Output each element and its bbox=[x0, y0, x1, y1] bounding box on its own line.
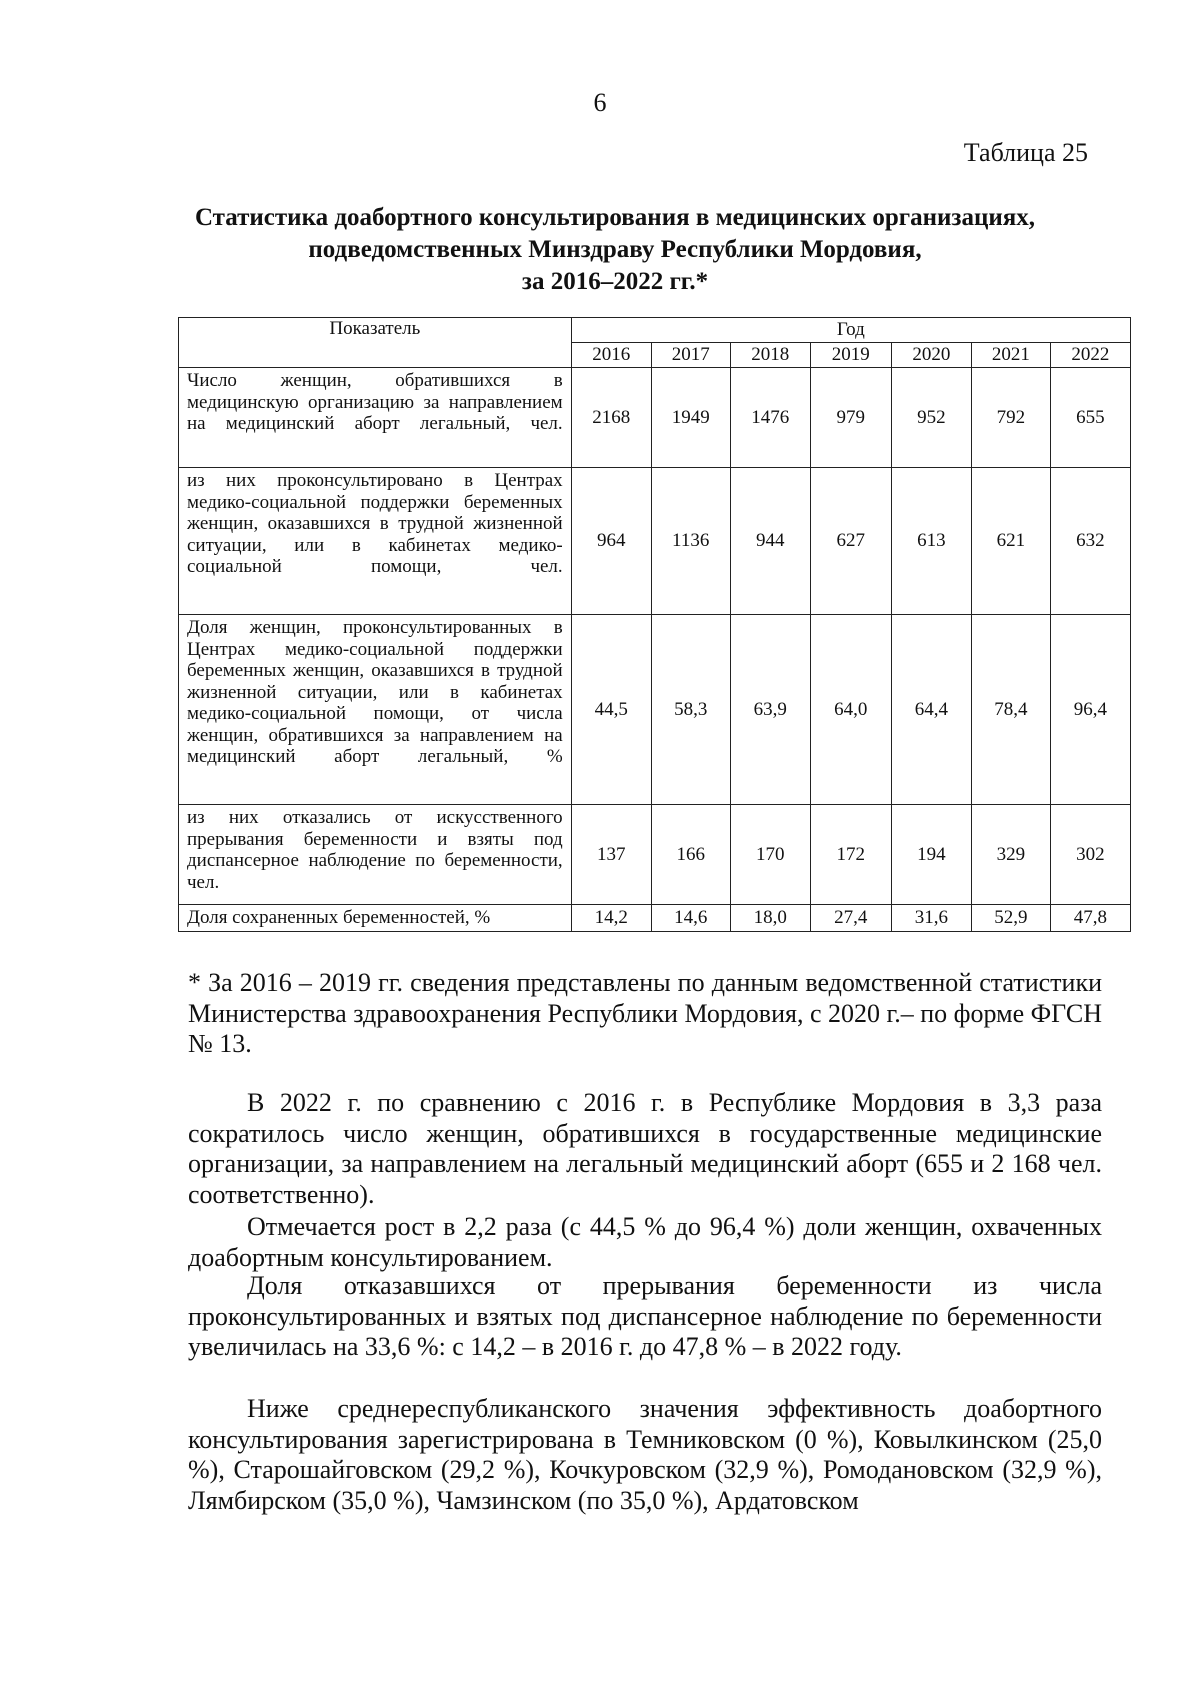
indicator-cell: Число женщин, обратившихся в медицинскую организацию за направлением на медицинский аборт легальный, чел. bbox=[179, 368, 572, 468]
year-header: 2018 bbox=[730, 343, 810, 368]
paragraph: Ниже среднереспубликанского значения эффективность доабортного консультирования зарегистрирована в Темниковском (0 %), Ковылкинском (25,0 %), Старошайговском (29,2 %), Кочкуровском (32,9 %), Ромодановском (32,9 %), Лямбирском (35,0 %), Чамзинском (по 35,0 %), Ардатовском bbox=[188, 1394, 1102, 1515]
value-cell: 96,4 bbox=[1050, 615, 1130, 805]
value-cell: 58,3 bbox=[651, 615, 730, 805]
value-cell: 302 bbox=[1050, 805, 1130, 905]
title-line: за 2016–2022 гг.* bbox=[521, 268, 709, 295]
value-cell: 14,6 bbox=[651, 905, 730, 932]
table-row bbox=[179, 805, 1131, 905]
value-cell: 14,2 bbox=[571, 905, 651, 932]
indicator-cell: из них отказались от искусственного прерывания беременности и взяты под диспансерное наблюдение по беременности, чел. bbox=[179, 805, 572, 905]
value-cell: 137 bbox=[571, 805, 651, 905]
value-cell: 792 bbox=[971, 368, 1050, 468]
year-header: 2020 bbox=[891, 343, 971, 368]
table-label: Таблица 25 bbox=[963, 138, 1088, 167]
value-cell: 627 bbox=[810, 468, 891, 615]
indicator-cell: Доля сохраненных беременностей, % bbox=[179, 905, 572, 932]
value-cell: 18,0 bbox=[730, 905, 810, 932]
footnote: * За 2016 – 2019 гг. сведения представлены по данным ведомственной статистики Министерства здравоохранения Республики Мордовия, с 2020 г.– по форме ФГСН № 13. bbox=[188, 968, 1102, 1058]
value-cell: 64,4 bbox=[891, 615, 971, 805]
indicator-cell: из них проконсультировано в Центрах медико-социальной поддержки беременных женщин, оказавшихся в трудной жизненной ситуации, или в кабинетах медико-социальной помощи, чел. bbox=[179, 468, 572, 615]
header-year: Год bbox=[571, 318, 1130, 343]
table-row bbox=[179, 905, 1131, 932]
indicator-cell: Доля женщин, проконсультированных в Центрах медико-социальной поддержки беременных женщин, оказавшихся в трудной жизненной ситуации, или в кабинетах медико-социальной помощи, от числа женщин, обратившихся за направлением на медицинский аборт легальный, % bbox=[179, 615, 572, 805]
year-header: 2019 bbox=[810, 343, 891, 368]
page-number: 6 bbox=[593, 88, 607, 117]
value-cell: 27,4 bbox=[810, 905, 891, 932]
value-cell: 329 bbox=[971, 805, 1050, 905]
value-cell: 1136 bbox=[651, 468, 730, 615]
value-cell: 944 bbox=[730, 468, 810, 615]
value-cell: 952 bbox=[891, 368, 971, 468]
year-header: 2022 bbox=[1050, 343, 1130, 368]
value-cell: 166 bbox=[651, 805, 730, 905]
header-indicator: Показатель bbox=[179, 318, 572, 368]
value-cell: 194 bbox=[891, 805, 971, 905]
value-cell: 1949 bbox=[651, 368, 730, 468]
value-cell: 979 bbox=[810, 368, 891, 468]
table-row bbox=[179, 615, 1131, 805]
value-cell: 1476 bbox=[730, 368, 810, 468]
value-cell: 632 bbox=[1050, 468, 1130, 615]
value-cell: 64,0 bbox=[810, 615, 891, 805]
table-row bbox=[179, 468, 1131, 615]
table-title bbox=[150, 202, 1080, 298]
year-header: 2016 bbox=[571, 343, 651, 368]
paragraph: В 2022 г. по сравнению с 2016 г. в Республике Мордовия в 3,3 раза сократилось число женщин, обратившихся в государственные медицинские организации, за направлением на легальный медицинский аборт (655 и 2 168 чел. соответственно). bbox=[188, 1088, 1102, 1209]
value-cell: 44,5 bbox=[571, 615, 651, 805]
value-cell: 172 bbox=[810, 805, 891, 905]
title-line: Статистика доабортного консультирования в медицинских организациях, bbox=[194, 204, 1036, 231]
year-header: 2021 bbox=[971, 343, 1050, 368]
value-cell: 63,9 bbox=[730, 615, 810, 805]
year-header: 2017 bbox=[651, 343, 730, 368]
paragraph: Доля отказавшихся от прерывания беременности из числа проконсультированных и взятых под диспансерное наблюдение по беременности увеличилась на 33,6 %: с 14,2 – в 2016 г. до 47,8 % – в 2022 году. bbox=[188, 1271, 1102, 1361]
statistics-table bbox=[178, 317, 1131, 932]
value-cell: 170 bbox=[730, 805, 810, 905]
value-cell: 78,4 bbox=[971, 615, 1050, 805]
value-cell: 964 bbox=[571, 468, 651, 615]
table-row bbox=[179, 368, 1131, 468]
title-line: подведомственных Минздраву Республики Мордовия, bbox=[308, 236, 922, 263]
value-cell: 613 bbox=[891, 468, 971, 615]
paragraph: Отмечается рост в 2,2 раза (с 44,5 % до 96,4 %) доли женщин, охваченных доабортным консультированием. bbox=[188, 1212, 1102, 1272]
value-cell: 655 bbox=[1050, 368, 1130, 468]
value-cell: 621 bbox=[971, 468, 1050, 615]
value-cell: 47,8 bbox=[1050, 905, 1130, 932]
value-cell: 31,6 bbox=[891, 905, 971, 932]
value-cell: 2168 bbox=[571, 368, 651, 468]
value-cell: 52,9 bbox=[971, 905, 1050, 932]
